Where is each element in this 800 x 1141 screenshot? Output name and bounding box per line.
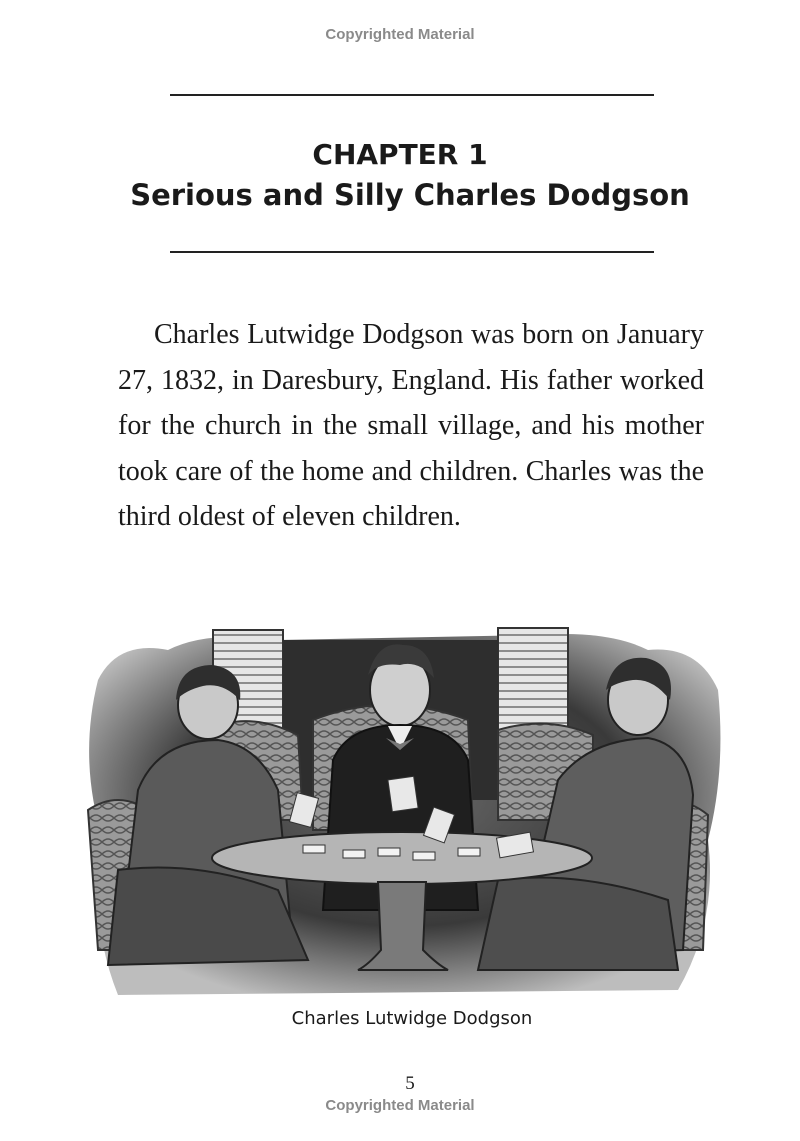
bottom-divider (170, 251, 654, 253)
illustration-caption: Charles Lutwidge Dodgson (291, 1008, 533, 1029)
chapter-number: CHAPTER 1 (312, 138, 488, 171)
illustration-boys-playing-cards (78, 620, 726, 1000)
chapter-title: Serious and Silly Charles Dodgson (130, 178, 690, 212)
copyright-watermark-top: Copyrighted Material (325, 26, 475, 43)
page-number: 5 (405, 1073, 415, 1094)
top-divider (170, 94, 654, 96)
copyright-watermark-bottom: Copyrighted Material (325, 1097, 475, 1114)
body-paragraph: Charles Lutwidge Dodgson was born on January 27, 1832, in Daresbury, England. His father worked for the church in the small village, and his mother took care of the home and children. Charles was the third oldest of eleven children. (118, 319, 704, 532)
